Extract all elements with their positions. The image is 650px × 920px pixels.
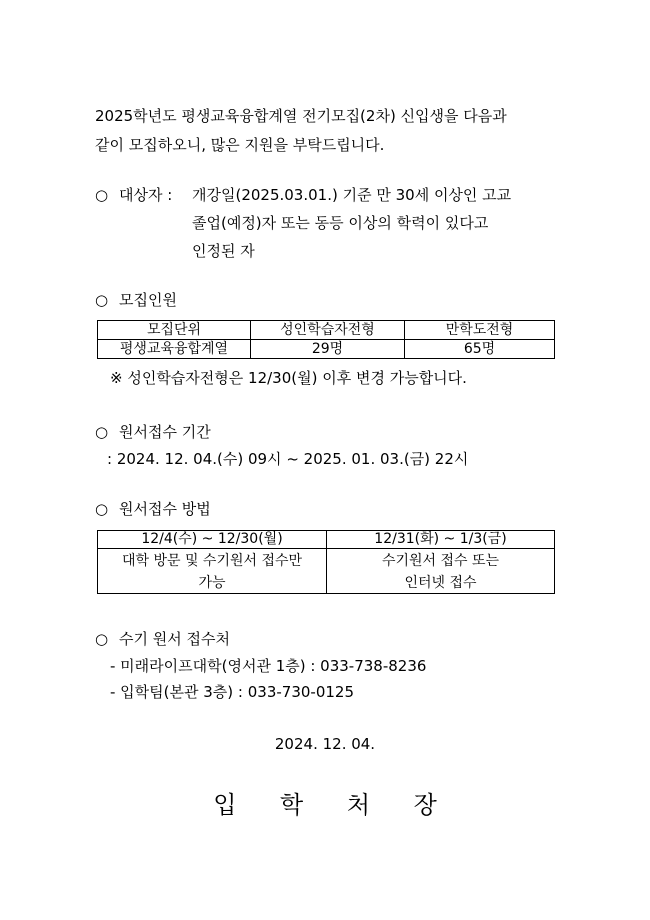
contact-item: - 미래라이프대학(영서관 1층) : 033-738-8236: [110, 657, 427, 675]
period-title-text: 원서접수 기간: [119, 423, 211, 441]
document-date: 2024. 12. 04.: [274, 735, 376, 753]
table-header-cell: 12/31(화) ~ 1/3(금): [327, 531, 555, 549]
table-header-row: [98, 321, 555, 340]
method-col2-line-2: 인터넷 접수: [404, 575, 477, 591]
table-header-cell: 12/4(수) ~ 12/30(월): [98, 531, 327, 549]
table-header-cell: 만학도전형: [405, 321, 555, 340]
table-cell: [98, 549, 327, 594]
table-cell: 29명: [251, 340, 405, 359]
method-title-text: 원서접수 방법: [119, 500, 211, 518]
method-col1-line-2: 가능: [198, 575, 226, 591]
contact-title-text: 수기 원서 접수처: [119, 630, 230, 648]
circle-bullet-icon: ○: [95, 186, 109, 204]
method-col1-line-1: 대학 방문 및 수기원서 접수만: [121, 553, 303, 569]
method-table: [97, 530, 555, 594]
method-title: [95, 495, 211, 524]
circle-bullet-icon: ○: [95, 500, 109, 518]
quota-title-text: 모집인원: [119, 291, 177, 309]
eligibility-label: 대상자 :: [119, 186, 173, 204]
table-row: [98, 549, 555, 594]
period-title: [95, 418, 211, 447]
quota-note: ※ 성인학습자전형은 12/30(월) 이후 변경 가능합니다.: [110, 369, 467, 387]
table-header-cell: 성인학습자전형: [251, 321, 405, 340]
issuer-signature: 입 학 처 장: [213, 791, 455, 819]
table-header-row: [98, 531, 555, 549]
intro-line-2: 같이 모집하오니, 많은 지원을 부탁드립니다.: [95, 136, 385, 154]
circle-bullet-icon: ○: [95, 630, 109, 648]
eligibility-line-1: 개강일(2025.03.01.) 기준 만 30세 이상인 고교: [192, 186, 512, 204]
contact-item: - 입학팀(본관 3층) : 033-730-0125: [110, 683, 354, 701]
table-header-cell: 모집단위: [98, 321, 251, 340]
contact-title: [95, 625, 230, 654]
eligibility-line-2: 졸업(예정)자 또는 동등 이상의 학력이 있다고: [192, 214, 489, 232]
intro-line-1: 2025학년도 평생교육융합계열 전기모집(2차) 신입생을 다음과: [95, 107, 507, 125]
table-cell: 평생교육융합계열: [98, 340, 251, 359]
eligibility-section: [95, 181, 172, 210]
table-row: [98, 340, 555, 359]
period-text: : 2024. 12. 04.(수) 09시 ~ 2025. 01. 03.(금) 22시: [107, 450, 469, 468]
eligibility-line-3: 인정된 자: [192, 242, 255, 260]
circle-bullet-icon: ○: [95, 423, 109, 441]
table-cell: 65명: [405, 340, 555, 359]
table-cell: [327, 549, 555, 594]
circle-bullet-icon: ○: [95, 291, 109, 309]
method-col2-line-1: 수기원서 접수 또는: [381, 553, 500, 569]
quota-table: [97, 320, 555, 359]
quota-title: [95, 286, 177, 315]
